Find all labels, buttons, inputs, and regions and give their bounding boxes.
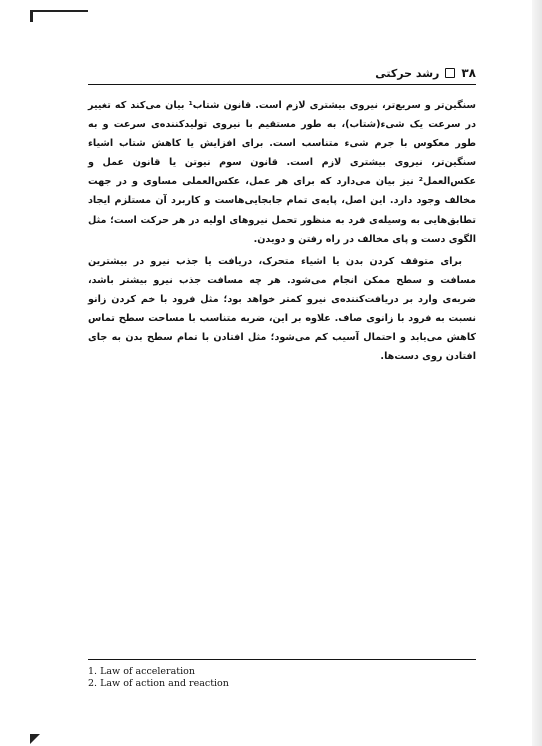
- scan-edge-mark-top: [30, 10, 88, 12]
- header-rule: [88, 84, 476, 85]
- scan-edge-mark-top-vertical: [30, 10, 33, 22]
- chapter-title: رشد حرکتی: [375, 66, 440, 80]
- page-number: ۳۸: [461, 66, 476, 80]
- paragraph-newton-laws: سنگین‌تر و سریع‌تر، نیروی بیشتری لازم است. قانون شتاب¹ بیان می‌کند که تغییر در سرعت یک شیء(شتاب)، به طور مستقیم با نیروی تولیدکننده‌ی سرعت و به طور معکوس با جرم شیء متناسب است. برای افزایش یا کاهش شتاب اشیاء سنگین‌تر، نیروی بیشتری لازم است. قانون سوم نیوتن یا قانون عمل و عکس‌العمل² نیز بیان می‌دارد که برای هر عمل، عکس‌العملی مساوی و در جهت مخالف وجود دارد. این اصل، پایه‌ی تمام جابجایی‌هاست و کاربرد آن مستلزم ایجاد تطابق‌هایی به وسیله‌ی فرد به منظور تحمل نیروهای اولیه در هر حرکت است؛ مثل الگوی دست و پای مخالف در راه رفتن و دویدن.: [88, 100, 476, 245]
- square-icon: [445, 68, 455, 78]
- scan-edge-mark-bottom: [30, 734, 40, 746]
- paragraph-force-absorption: برای متوقف کردن بدن یا اشیاء متحرک، دریافت یا جذب نیرو در بیشترین مسافت و سطح ممکن انجام می‌شود. هر چه مسافت جذب نیرو بیشتر باشد، ضربه‌ی وارد بر دریافت‌کننده‌ی نیرو کمتر خواهد بود؛ مثل فرود با خم کردن زانو نسبت به فرود با زانوی صاف. علاوه بر این، ضربه متناسب با مساحت سطح تماس کاهش می‌یابد و احتمال آسیب کم می‌شود؛ مثل افتادن با تمام سطح بدن به جای افتادن روی دست‌ها.: [88, 255, 476, 363]
- body-text: [88, 96, 476, 366]
- footnotes: [88, 666, 476, 690]
- running-head: [88, 64, 476, 82]
- footnote-1: 1. Law of acceleration: [88, 666, 195, 677]
- footnote-rule: [88, 659, 476, 660]
- scan-page-edge-shadow: [532, 0, 542, 746]
- footnote-2: 2. Law of action and reaction: [88, 678, 229, 689]
